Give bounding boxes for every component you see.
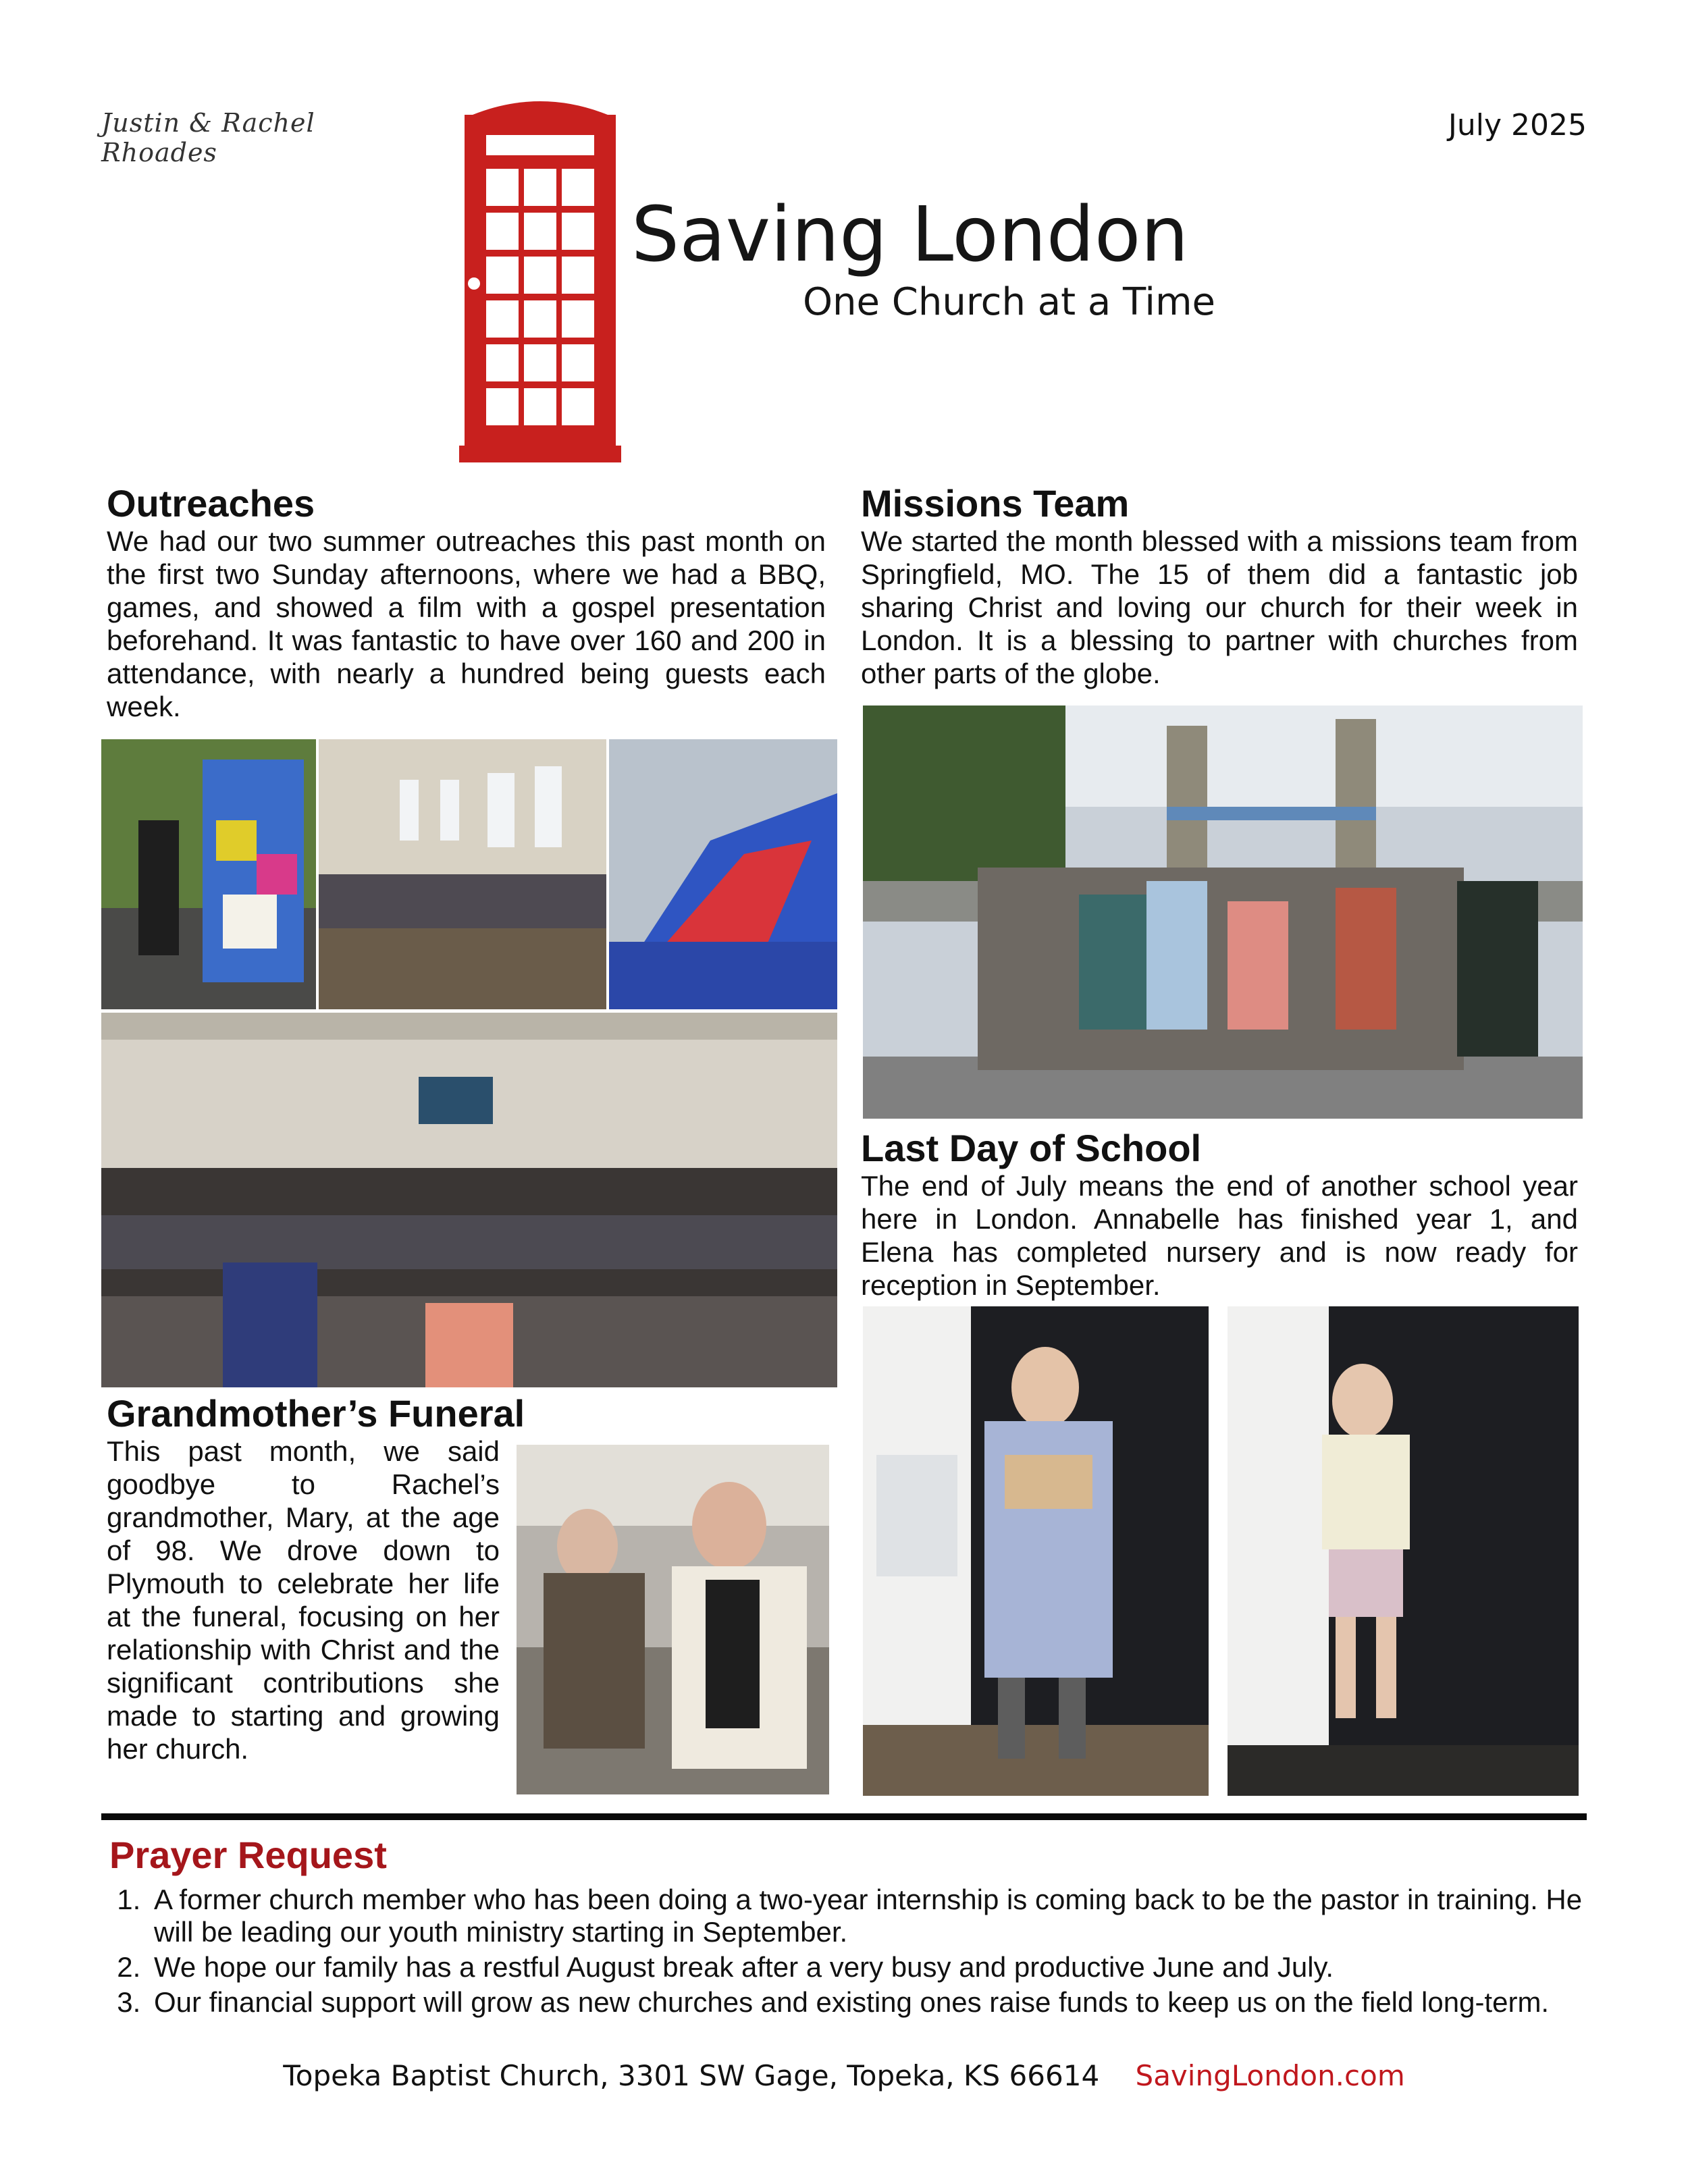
photo-elena-nursery [1228, 1306, 1579, 1796]
missions-heading: Missions Team [861, 482, 1130, 525]
prayer-item: 2. We hope our family has a restful August break after a very busy and productive June and July. [149, 1951, 1600, 1983]
photo-outreach-film-audience [101, 1013, 837, 1387]
funeral-section [107, 1393, 539, 1435]
missions-section [861, 483, 1578, 690]
school-heading: Last Day of School [861, 1127, 1202, 1169]
photo-outreach-bouncy-castle [609, 739, 837, 1009]
missions-text: We started the month blessed with a missions team from Springfield, MO. The 15 of them did a fantastic job sharing Christ and loving our church for their week in London. It is a blessing to partner with churches from other parts of the globe. [861, 525, 1578, 689]
prayer-item: 3. Our financial support will grow as new churches and existing ones raise funds to keep us on the field long-term. [149, 1986, 1600, 2019]
photo-outreach-games [101, 739, 316, 1009]
photo-missions-team [863, 705, 1583, 1119]
signature: Justin & Rachel Rhoades [101, 108, 315, 167]
phone-booth-logo [459, 95, 621, 462]
funeral-heading: Grandmother’s Funeral [107, 1392, 525, 1435]
outreaches-heading: Outreaches [107, 482, 315, 525]
photo-annabelle-year1 [863, 1306, 1209, 1796]
newsletter-title: Saving London [631, 191, 1189, 279]
photo-outreach-hall [319, 739, 606, 1009]
footer-address: Topeka Baptist Church, 3301 SW Gage, Topeka, KS 66614 [283, 2059, 1100, 2092]
newsletter-subtitle: One Church at a Time [802, 280, 1215, 324]
funeral-text-wrap [107, 1435, 500, 1765]
outreaches-section [107, 483, 826, 723]
section-divider [101, 1813, 1587, 1820]
school-text: The end of July means the end of another school year here in London. Annabelle has finished year 1, and Elena has completed nursery and is now ready for reception in September. [861, 1169, 1578, 1301]
prayer-list [101, 1884, 1600, 2021]
prayer-heading: Prayer Request [109, 1834, 387, 1876]
outreaches-text: We had our two summer outreaches this past month on the first two Sunday afternoons, where we had a BBQ, games, and showed a film with a gospel presentation beforehand. It was fantastic to have over 160 and 200 in attendance, with nearly a hundred being guests each week. [107, 525, 826, 722]
footer [203, 2059, 1485, 2092]
photo-grandmother [517, 1445, 829, 1794]
funeral-text: This past month, we said goodbye to Rachel’s grandmother, Mary, at the age of 98. We drove down to Plymouth to celebrate her life at the funeral, focusing on her relationship with Christ and the significant contributions she made to starting and growing her church. [107, 1435, 500, 1765]
website-link[interactable]: SavingLondon.com [1135, 2059, 1405, 2092]
prayer-item: 1. A former church member who has been doing a two-year internship is coming back to be the pastor in training. He will be leading our youth ministry starting in September. [149, 1884, 1600, 1948]
school-section [861, 1127, 1578, 1302]
issue-date: July 2025 [1448, 108, 1587, 142]
